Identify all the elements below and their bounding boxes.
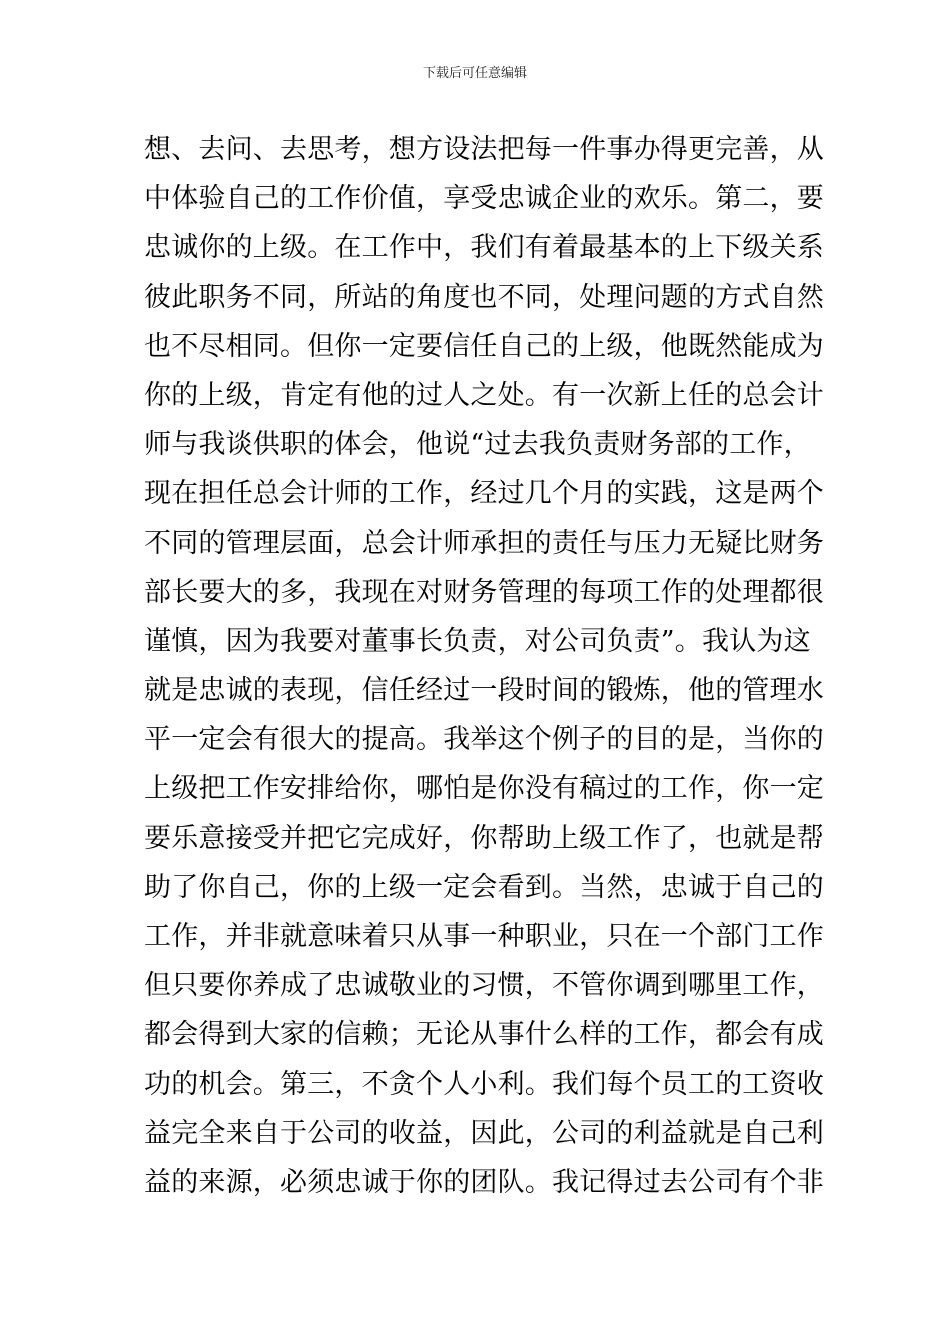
text-line: 师与我谈供职的体会，他说“过去我负责财务部的工作， [144,429,811,461]
text-line: 但只要你养成了忠诚敬业的习惯，不管你调到哪里工作， [144,970,824,1002]
text-line: 现在担任总会计师的工作，经过几个月的实践，这是两个 [144,478,824,510]
text-line: 就是忠诚的表现，信任经过一段时间的锻炼，他的管理水 [144,675,824,707]
text-line: 功的机会。第三，不贪个人小利。我们每个员工的工资收 [144,1068,824,1100]
text-line: 平一定会有很大的提高。我举这个例子的目的是，当你的 [144,724,824,756]
text-line: 益的来源，必须忠诚于你的团队。我记得过去公司有个非 [144,1166,824,1198]
text-line: 你的上级，肯定有他的过人之处。有一次新上任的总会计 [144,379,824,411]
page-header: 下载后可任意编辑 [422,66,527,81]
text-line: 忠诚你的上级。在工作中，我们有着最基本的上下级关系 [144,232,824,264]
text-line: 中体验自己的工作价值，享受忠诚企业的欢乐。第二，要 [144,183,824,215]
text-line: 都会得到大家的信赖；无论从事什么样的工作，都会有成 [144,1019,824,1051]
document-body [144,125,824,1207]
text-line: 部长要大的多，我现在对财务管理的每项工作的处理都很 [144,576,824,608]
text-line: 也不尽相同。但你一定要信任自己的上级，他既然能成为 [144,330,824,362]
text-line: 彼此职务不同，所站的角度也不同，处理问题的方式自然 [144,281,824,313]
text-line: 谨慎，因为我要对董事长负责，对公司负责”。我认为这 [144,625,811,657]
text-line: 要乐意接受并把它完成好，你帮助上级工作了，也就是帮 [144,822,824,854]
text-line: 助了你自己，你的上级一定会看到。当然，忠诚于自己的 [144,871,824,903]
text-line: 益完全来自于公司的收益，因此，公司的利益就是自己利 [144,1117,824,1149]
text-line: 上级把工作安排给你，哪怕是你没有稿过的工作，你一定 [144,773,824,805]
text-line: 想、去问、去思考，想方设法把每一件事办得更完善，从 [144,134,824,165]
text-line: 工作，并非就意味着只从事一种职业，只在一个部门工作 [144,921,824,952]
text-line: 不同的管理层面，总会计师承担的责任与压力无疑比财务 [144,527,824,559]
